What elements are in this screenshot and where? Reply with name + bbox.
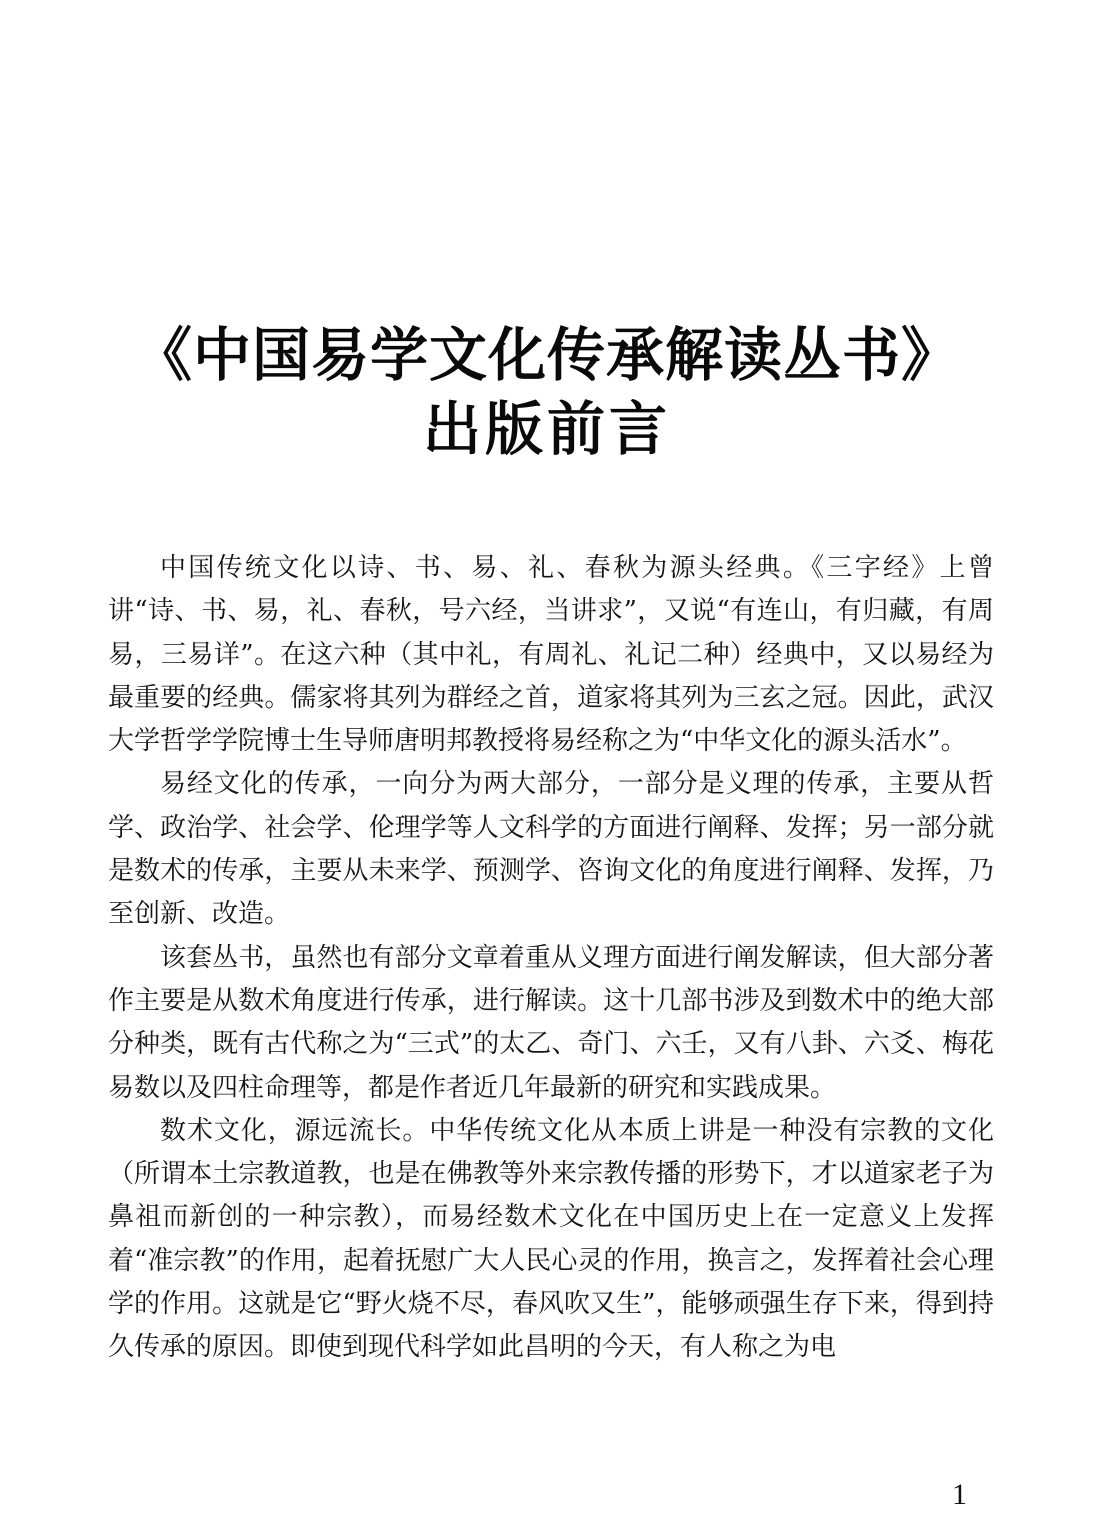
paragraph-1: 中国传统文化以诗、书、易、礼、春秋为源头经典。《三字经》上曾讲“诗、书、易，礼、春秋，号六经，当讲求”，又说“有连山，有归藏，有周易，三易详”。在这六种（其中礼，有周礼、礼记二种）经典中，又以易经为最重要的经典。儒家将其列为群经之首，道家将其列为三玄之冠。因此，武汉大学哲学学院博士生导师唐明邦教授将易经称之为“中华文化的源头活水”。 bbox=[108, 553, 994, 757]
paragraph-3: 该套丛书，虽然也有部分文章着重从义理方面进行阐发解读，但大部分著作主要是从数术角度进行传承，进行解读。这十几部书涉及到数术中的绝大部分种类，既有古代称之为“三式”的太乙、奇门、六壬，又有八卦、六爻、梅花易数以及四柱命理等，都是作者近几年最新的研究和实践成果。 bbox=[108, 942, 994, 1103]
paragraph-2: 易经文化的传承，一向分为两大部分，一部分是义理的传承，主要从哲学、政治学、社会学、伦理学等人文科学的方面进行阐释、发挥；另一部分就是数术的传承，主要从未来学、预测学、咨询文化的角度进行阐释、发挥，乃至创新、改造。 bbox=[108, 769, 994, 930]
preface-heading: 出版前言 bbox=[422, 395, 671, 463]
paragraph-4: 数术文化，源远流长。中华传统文化从本质上讲是一种没有宗教的文化（所谓本土宗教道教，也是在佛教等外来宗教传播的形势下，才以道家老子为鼻祖而新创的一种宗教），而易经数术文化在中国历史上在一定意义上发挥着“准宗教”的作用，起着抚慰广大人民心灵的作用，换言之，发挥着社会心理学的作用。这就是它“野火烧不尽，春风吹又生”，能够顽强生存下来，得到持久传承的原因。即使到现代科学如此昌明的今天，有人称之为电 bbox=[108, 1115, 994, 1363]
series-title: 《中国易学文化传承解读丛书》 bbox=[133, 321, 960, 389]
body-text bbox=[108, 547, 994, 1370]
page-number: 1 bbox=[952, 1478, 967, 1511]
title-block bbox=[0, 318, 1094, 466]
